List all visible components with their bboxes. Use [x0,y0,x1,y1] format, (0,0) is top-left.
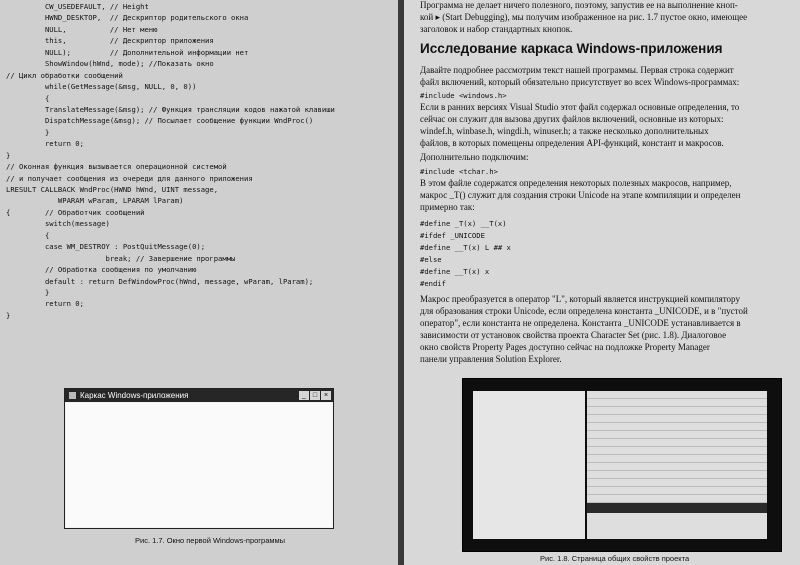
macro-line: #ifdef _UNICODE [420,231,485,240]
left-page [0,0,398,565]
code-line: CW_USEDEFAULT, // Height [6,2,149,11]
text-line: заголовок и набор стандартных кнопок. [420,24,573,34]
close-button[interactable]: × [321,391,331,400]
empty-window [64,388,334,529]
paragraph-line: Давайте подробнее рассмотрим текст нашей программы. Первая строка содержит [420,65,734,75]
selected-property-row [587,503,767,513]
paragraph-line: для образования строки Unicode, если определена константа _UNICODE, и в "пустой [420,306,748,316]
window-client-area [66,403,332,527]
macro-line: #define _T(x) __T(x) [420,219,507,228]
window-title: Каркас Windows-приложения [80,391,189,400]
code-line: { [6,230,50,240]
paragraph-line: макрос _T() служит для создания строки Unicode на этапе компиляции и определен [420,190,741,200]
code-line: } [6,287,50,297]
code-line: WPARAM wParam, LPARAM lParam) [6,196,184,206]
code-line: case WM_DESTROY : PostQuitMessage(0); [6,242,206,252]
paragraph-line: Макрос преобразуется в оператор "L", который является инструкцией компилятору [420,294,740,304]
code-line: } [6,127,50,137]
code-line: break; // Завершение программы [6,253,236,263]
code-line: TranslateMessage(&msg); // Функция трансляции кодов нажатой клавиши [6,104,335,114]
property-pages-screenshot [462,378,782,552]
minimize-button[interactable]: _ [299,391,309,400]
paragraph-line: Если в ранних версиях Visual Studio этот файл содержал основные определения, то [420,102,740,112]
figure-caption-1-8: Рис. 1.8. Страница общих свойств проекта [540,554,690,563]
figure-caption-1-7: Рис. 1.7. Окно первой Windows-программы [135,536,286,545]
code-line: LRESULT CALLBACK WndProc(HWND hWnd, UINT message, [6,185,219,194]
code-line: while(GetMessage(&msg, NULL, 0, 0)) [6,82,197,92]
app-icon [69,392,76,399]
paragraph-line: В этом файле содержатся определения некоторых полезных макросов, например, [420,178,732,188]
paragraph-line: файл включений, который обязательно присутствует во всех Windows-программах: [420,77,740,87]
paragraph-line: оператор", если константа не определена. Константа _UNICODE устанавливается в [420,318,741,328]
section-heading: Исследование каркаса Windows-приложения [420,41,723,56]
configuration-tree [473,391,585,539]
code-line: // и получает сообщения из очереди для данного приложения [6,173,253,183]
code-line: ShowWindow(hWnd, mode); //Показать окно [6,59,214,69]
paragraph-line: файлов, в которых помещены определения API-функций, констант и макросов. [420,138,724,148]
code-line: { [6,93,50,103]
paragraph-line: примерно так: [420,202,475,212]
code-line: default : return DefWindowProc(hWnd, message, wParam, lParam); [6,276,314,286]
paragraph-line: панели управления Solution Explorer. [420,354,562,364]
code-line: return 0; [6,299,84,309]
paragraph-line: зависимости от установок свойства проекта Character Set (рис. 1.8). Диалоговое [420,330,727,340]
text-line: Программа не делает ничего полезного, поэтому, запустив ее на выполнение кноп- [420,0,738,10]
code-line: NULL); // Дополнительной информации нет [6,47,249,57]
macro-line: #else [420,255,442,264]
paragraph-line: окно свойств Property Pages доступно сейчас на подложке Property Manager [420,342,710,352]
code-line: { // Обработчик сообщений [6,207,145,217]
code-line: HWND_DESKTOP, // Дескриптор родительского окна [6,13,249,23]
include-line: #include <tchar.h> [420,167,498,176]
code-line: switch(message) [6,219,110,229]
code-line: // Цикл обработки сообщений [6,70,123,80]
include-line: #include <windows.h> [420,91,507,100]
code-line: NULL, // Нет меню [6,24,158,34]
code-line: // Обработка сообщения по умолчанию [6,265,197,275]
macro-line: #define __T(x) L ## x [420,243,511,252]
code-line: } [6,310,11,320]
code-listing [6,1,398,321]
paragraph-line: Дополнительно подключим: [420,152,529,162]
paragraph-line: сейчас он служит для вызова других файлов включений, основные из которых: [420,114,724,124]
macro-line: #endif [420,279,446,288]
code-line: DispatchMessage(&msg); // Посылает сообщение функции WndProc() [6,116,314,126]
code-line: } [6,150,11,160]
window-controls [299,391,333,400]
property-grid [587,391,767,539]
text-line: кой ▸ (Start Debugging), мы получим изображенное на рис. 1.7 пустое окно, имеющее [420,12,748,22]
macro-line: #define __T(x) x [420,267,490,276]
window-title-bar[interactable] [65,389,333,402]
maximize-button[interactable]: □ [310,391,320,400]
paragraph-line: windef.h, winbase.h, wingdi.h, winuser.h; а также несколько дополнительных [420,126,709,136]
code-line: // Оконная функция вызывается операционной системой [6,162,227,172]
code-line: return 0; [6,139,84,149]
code-line: this, // Дескриптор приложения [6,36,214,46]
